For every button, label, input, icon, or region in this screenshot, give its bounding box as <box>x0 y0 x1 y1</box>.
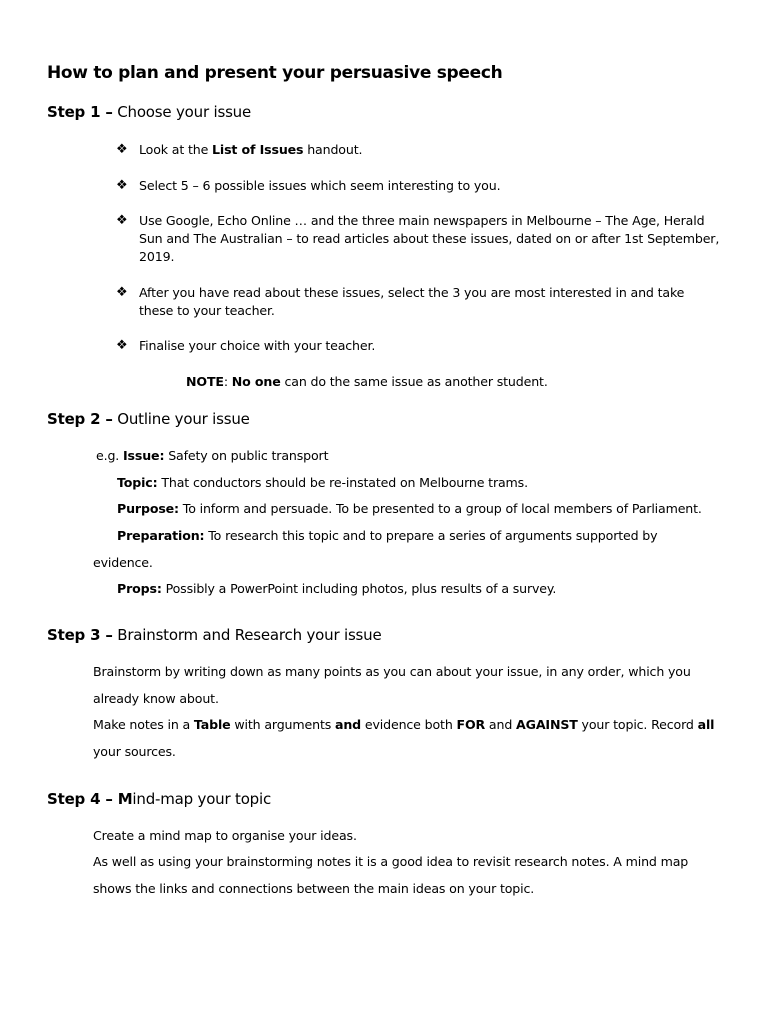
props-label: Props: <box>117 581 162 596</box>
props-line: Props: Possibly a PowerPoint including photos, plus results of a survey. <box>117 581 557 596</box>
step-2-heading <box>47 410 250 428</box>
topic-line: Topic: That conductors should be re-instated on Melbourne trams. <box>117 475 528 490</box>
step-2-title: Outline your issue <box>112 410 250 428</box>
diamond-bullet-icon: ❖ <box>116 338 128 353</box>
step-2-label: Step 2 – <box>47 410 113 428</box>
preparation-continuation: evidence. <box>93 555 153 570</box>
table-emphasis: Table <box>193 717 231 732</box>
step-4-heading <box>47 790 271 808</box>
step-4-label: Step 4 – M <box>47 790 133 808</box>
step-1-title: Choose your issue <box>112 103 252 121</box>
step-1-bullet-4: After you have read about these issues, select the 3 you are most interested in and take these to your teacher. <box>139 285 685 318</box>
issue-line: e.g. Issue: Safety on public transport <box>96 448 329 463</box>
step-3-heading <box>47 626 382 644</box>
step-1-bullet-5: Finalise your choice with your teacher. <box>139 338 376 353</box>
no-one-emphasis: No one <box>231 374 281 389</box>
topic-label: Topic: <box>117 475 158 490</box>
step-3-title: Brainstorm and Research your issue <box>112 626 382 644</box>
against-emphasis: AGAINST <box>516 717 578 732</box>
preparation-label: Preparation: <box>117 528 205 543</box>
step-3-paragraph-2: Make notes in a Table with arguments and evidence both FOR and AGAINST your topic. Record all your sources. <box>93 717 715 759</box>
diamond-bullet-icon: ❖ <box>116 178 128 193</box>
diamond-bullet-icon: ❖ <box>116 285 128 300</box>
note-label: NOTE <box>186 374 224 389</box>
step-4-paragraph-1: Create a mind map to organise your ideas. <box>93 828 357 843</box>
step-1-label: Step 1 – <box>47 103 113 121</box>
step-1-bullet-2: Select 5 – 6 possible issues which seem interesting to you. <box>139 178 501 193</box>
step-3-paragraph-1: Brainstorm by writing down as many points as you can about your issue, in any order, which you already know about. <box>93 664 691 706</box>
diamond-bullet-icon: ❖ <box>116 213 128 228</box>
for-emphasis: FOR <box>456 717 486 732</box>
step-4-paragraph-2: As well as using your brainstorming notes it is a good idea to revisit research notes. A mind map shows the links and connections between the main ideas on your topic. <box>93 854 689 896</box>
and-emphasis: and <box>335 717 362 732</box>
step-4-title: ind-map your topic <box>132 790 272 808</box>
diamond-bullet-icon: ❖ <box>116 142 128 157</box>
issue-label: Issue: <box>123 448 165 463</box>
step-1-bullet-1: Look at the List of Issues handout. <box>139 142 363 157</box>
all-emphasis: all <box>697 717 715 732</box>
page-title: How to plan and present your persuasive speech <box>47 63 503 83</box>
preparation-line: Preparation: To research this topic and to prepare a series of arguments supported by <box>117 528 658 543</box>
step-1-bullet-3: Use Google, Echo Online … and the three main newspapers in Melbourne – The Age, Herald Sun and The Australian – to read articles about these issues, dated on or after 1st September, 2019. <box>139 213 720 264</box>
step-1-heading <box>47 103 251 121</box>
purpose-label: Purpose: <box>117 501 179 516</box>
step-3-label: Step 3 – <box>47 626 113 644</box>
step-1-note: NOTE: No one can do the same issue as another student. <box>186 374 548 389</box>
list-of-issues-emphasis: List of Issues <box>212 142 304 157</box>
purpose-line: Purpose: To inform and persuade. To be presented to a group of local members of Parliament. <box>117 501 702 516</box>
